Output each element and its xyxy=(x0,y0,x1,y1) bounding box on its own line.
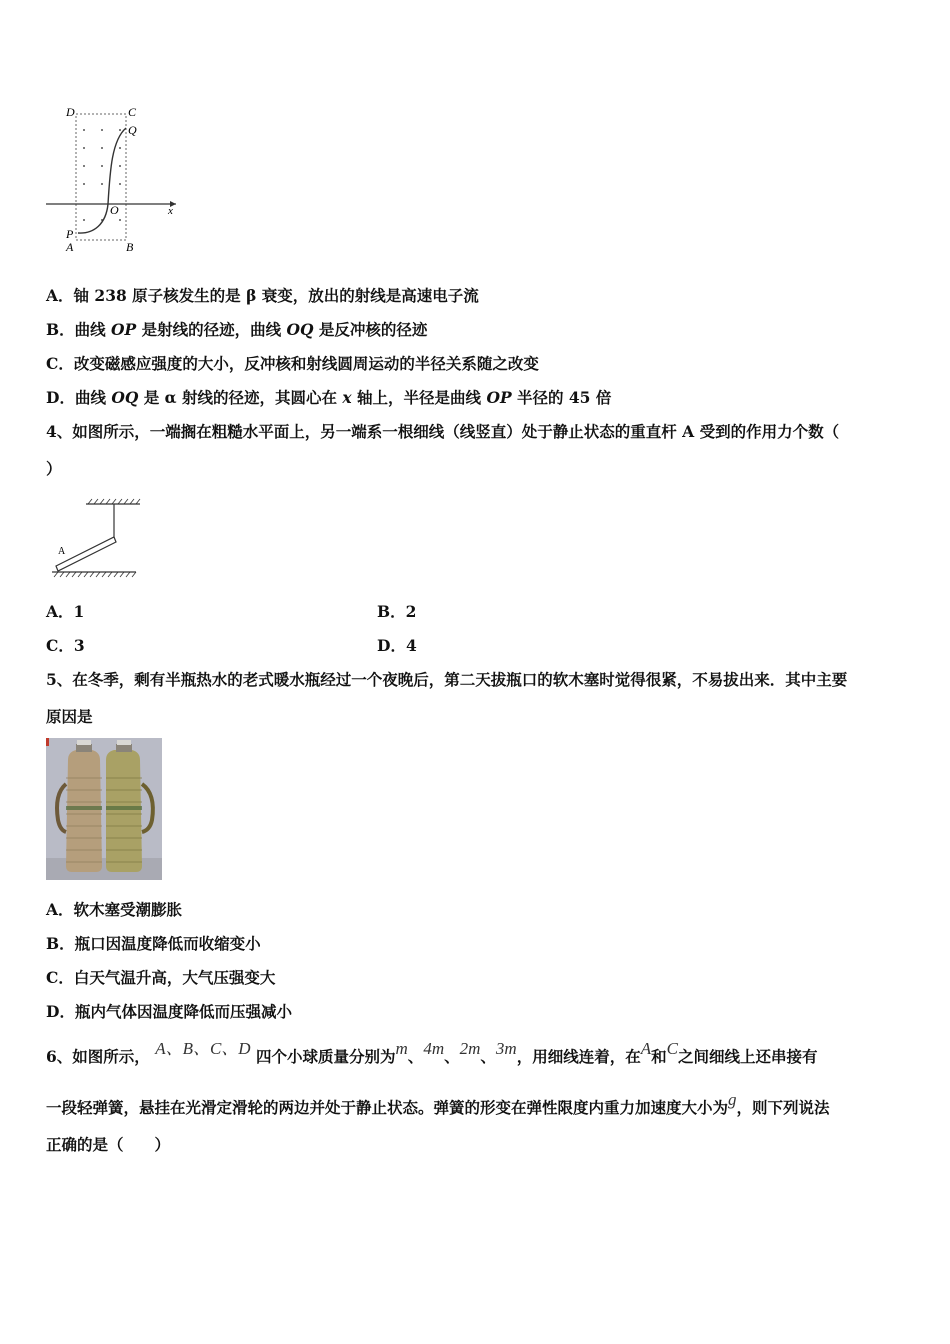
label-a: A xyxy=(66,240,74,254)
trajectory-oq xyxy=(108,128,126,204)
option-text: 是 α 射线的径迹，其圆心在 xyxy=(138,388,343,407)
option-text: 曲线 xyxy=(74,320,112,339)
math-a: A xyxy=(640,1039,652,1058)
stem-text: ，则下列说法 xyxy=(736,1098,830,1117)
thermos-photo xyxy=(46,738,162,880)
math-balls: A、B、C、D xyxy=(155,1039,251,1058)
q5-option-c: C．白天气温升高，大气压强变大 xyxy=(46,968,276,987)
stem-text: 四个小球质量分别为 xyxy=(256,1047,396,1066)
q5-option-d: D．瓶内气体因温度降低而压强减小 xyxy=(46,1002,292,1021)
stem-text: 之间细线上还串接有 xyxy=(677,1047,818,1066)
option-text: 是反冲核的径迹 xyxy=(313,320,428,339)
trajectory-figure xyxy=(40,100,190,260)
q5-stem-line2: 原因是 xyxy=(46,707,93,726)
option-text: 改变磁感应强度的大小，反冲核和射线圆周运动的半径关系随之改变 xyxy=(73,354,539,373)
field-boundary xyxy=(76,114,126,240)
q6-stem-line1 xyxy=(46,1039,818,1068)
stem-text: 、 xyxy=(407,1047,424,1066)
option-text: 曲线 xyxy=(74,388,112,407)
q5-option-b: B．瓶口因温度降低而收缩变小 xyxy=(46,934,261,953)
stem-text: 和 xyxy=(651,1047,667,1066)
q3-option-c xyxy=(46,353,539,375)
ground-hatch xyxy=(54,572,136,577)
option-text: 半径的 45 倍 xyxy=(511,388,612,407)
option-prefix: A． xyxy=(46,286,74,305)
var-oq: OQ xyxy=(111,388,139,407)
math-m4: 3m xyxy=(495,1039,517,1058)
var-x: x xyxy=(342,388,352,407)
q4-option-d: D．4 xyxy=(377,636,417,655)
option-prefix: C． xyxy=(46,354,74,373)
option-prefix: D． xyxy=(46,388,75,407)
ceiling-hatch xyxy=(88,499,140,504)
stem-text: 6、如图所示， xyxy=(46,1047,150,1066)
stem-text: ，用细线连着，在 xyxy=(516,1047,641,1066)
q5-option-a: A．软木塞受潮膨胀 xyxy=(46,900,183,919)
rod-label: A xyxy=(58,546,66,557)
var-op: OP xyxy=(486,388,512,407)
q4-stem-line2: ） xyxy=(46,459,62,478)
label-o: O xyxy=(110,203,119,217)
label-c: C xyxy=(128,105,137,119)
q4-option-b: B．2 xyxy=(377,602,417,621)
q3-option-a xyxy=(46,285,479,307)
q3-option-b xyxy=(46,319,427,341)
q4-option-a: A．1 xyxy=(46,602,85,621)
label-b: B xyxy=(126,240,134,254)
q6-stem-line2 xyxy=(46,1090,830,1119)
label-q: Q xyxy=(128,123,137,137)
option-prefix: B． xyxy=(46,320,75,339)
label-d: D xyxy=(66,105,75,119)
option-text: 轴上，半径是曲线 xyxy=(351,388,487,407)
rod-figure xyxy=(46,494,146,584)
q5-stem-line1: 5、在冬季，剩有半瓶热水的老式暖水瓶经过一个夜晚后，第二天拔瓶口的软木塞时觉得很紧，不易拔出来．其中主要 xyxy=(46,670,848,689)
math-m1: m xyxy=(395,1039,408,1058)
trajectory-op xyxy=(78,204,108,233)
stem-text: 一段轻弹簧，悬挂在光滑定滑轮的两边并处于静止状态。弹簧的形变在弹性限度内重力加速度大小为 xyxy=(46,1098,729,1117)
q6-stem-line3: 正确的是（ ） xyxy=(46,1135,171,1154)
stem-text: 、 xyxy=(480,1047,496,1066)
math-m3: 2m xyxy=(459,1039,481,1058)
math-m2: 4m xyxy=(423,1039,445,1058)
label-x: x xyxy=(168,205,173,217)
math-c: C xyxy=(666,1039,678,1058)
var-op: OP xyxy=(111,320,137,339)
var-oq: OQ xyxy=(286,320,314,339)
label-p: P xyxy=(66,227,74,241)
q4-option-c: C．3 xyxy=(46,636,85,655)
math-g: g xyxy=(728,1090,737,1109)
option-text: 是射线的径迹，曲线 xyxy=(136,320,287,339)
q4-stem-line1: 4、如图所示，一端搁在粗糙水平面上，另一端系一根细线（线竖直）处于静止状态的重直杆 A 受到的作用力个数（ xyxy=(46,422,840,441)
stem-text: 、 xyxy=(444,1047,460,1066)
option-text: 铀 238 原子核发生的是 β 衰变，放出的射线是高速电子流 xyxy=(73,286,479,305)
q3-option-d xyxy=(46,387,611,409)
